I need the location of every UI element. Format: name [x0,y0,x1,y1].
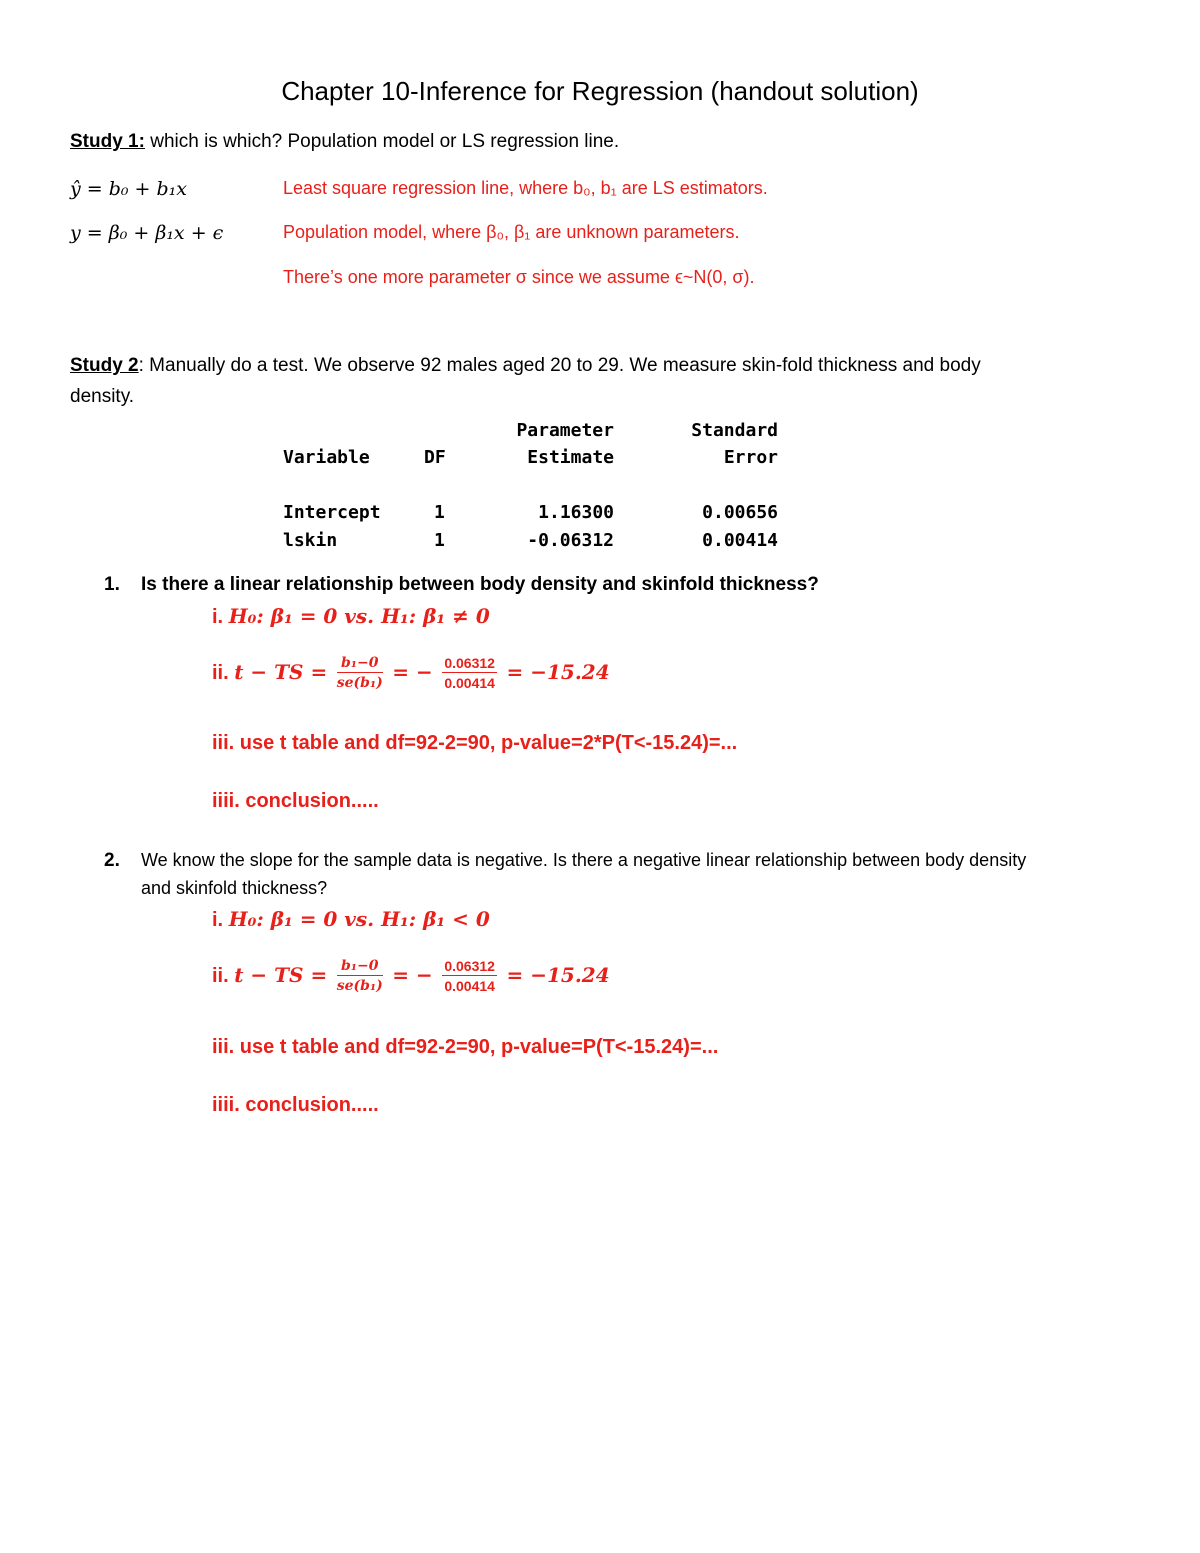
q1-step-iiii: iiii. conclusion..... [212,790,379,812]
row-lskin-error: 0.00414 [702,530,778,551]
q2-result: = −15.24 [506,962,610,987]
row-intercept-estimate: 1.16300 [538,502,614,523]
q1-result: = −15.24 [506,659,610,684]
header-error: Error [723,447,778,468]
study1-label: Study 1: [70,131,145,152]
q1-eq-minus: = − [392,659,433,684]
q1-frac1-den: se(b₁) [336,675,383,691]
row-intercept-variable: Intercept [283,502,381,523]
study1-heading [70,131,619,153]
header-variable: Variable [283,447,370,468]
q1-frac2-den: 0.00414 [444,675,495,691]
q2-step-iii: iii. use t table and df=92-2=90, p-value=P(T<-15.24)=... [212,1036,719,1058]
study2-label: Study 2 [70,355,139,376]
q2-frac2-den: 0.00414 [444,978,495,994]
row-lskin-variable: lskin [283,530,338,551]
study1-eq2-desc: Population model, where β₀, β₁ are unknown parameters. [283,222,740,242]
row-lskin-df: 1 [434,530,445,551]
study1-question: which is which? Population model or LS regression line. [144,131,620,152]
q1-ii-lhs: t − TS = [234,659,328,684]
q2-i-math: H₀: β₁ = 0 vs. H₁: β₁ < 0 [228,907,490,931]
q1-i-math: H₀: β₁ = 0 vs. H₁: β₁ ≠ 0 [228,604,490,628]
q2-ii-label: ii. [212,964,229,987]
header-df: DF [424,447,446,468]
page-title: Chapter 10-Inference for Regression (handout solution) [281,76,919,106]
study1-eq1: ŷ = b₀ + b₁x [70,178,188,200]
q2-text-line2: and skinfold thickness? [141,878,328,898]
q1-step-ii [212,654,610,693]
q1-text: Is there a linear relationship between body density and skinfold thickness? [141,574,819,595]
row-intercept-df: 1 [434,502,445,523]
study1-note: There’s one more parameter σ since we assume ϵ~N(0, σ). [283,267,755,287]
study1-eq2: y = β₀ + β₁x + ϵ [70,222,224,244]
q2-step-iiii: iiii. conclusion..... [212,1094,379,1116]
q1-number: 1. [104,574,120,595]
q1-i-label: i. [212,606,224,628]
q2-frac1-num: b₁−0 [337,957,383,976]
q2-step-ii [212,957,610,996]
q2-ii-lhs: t − TS = [234,962,328,987]
q1-ii-label: ii. [212,661,229,684]
q2-text-line1: We know the slope for the sample data is negative. Is there a negative linear relationship between body density [141,850,1027,870]
q2-frac1-den: se(b₁) [336,978,383,994]
q1-frac1-num: b₁−0 [337,654,383,673]
study2-intro-line2: density. [70,386,135,407]
study2-intro-line1: : Manually do a test. We observe 92 males aged 20 to 29. We measure skin-fold thickness and body [138,355,981,376]
q2-frac-numeric [442,957,497,996]
header-parameter: Parameter [516,420,614,441]
header-estimate: Estimate [527,447,614,468]
q1-frac2-num: 0.06312 [444,655,495,671]
q1-step-iii: iii. use t table and df=92-2=90, p-value=2*P(T<-15.24)=... [212,732,738,754]
row-lskin-estimate: -0.06312 [527,530,614,551]
q1-step-i [212,604,490,629]
header-standard: Standard [691,420,778,441]
q2-frac2-num: 0.06312 [444,958,495,974]
q2-frac-symbolic [337,957,383,996]
q2-number: 2. [104,850,120,871]
row-intercept-error: 0.00656 [702,502,778,523]
q1-frac-numeric [442,654,497,693]
q2-eq-minus: = − [392,962,433,987]
q2-step-i [212,907,490,932]
q1-frac-symbolic [337,654,383,693]
study1-eq1-desc: Least square regression line, where b₀, b₁ are LS estimators. [283,178,768,198]
q2-i-label: i. [212,909,224,931]
study2-intro [70,355,981,377]
